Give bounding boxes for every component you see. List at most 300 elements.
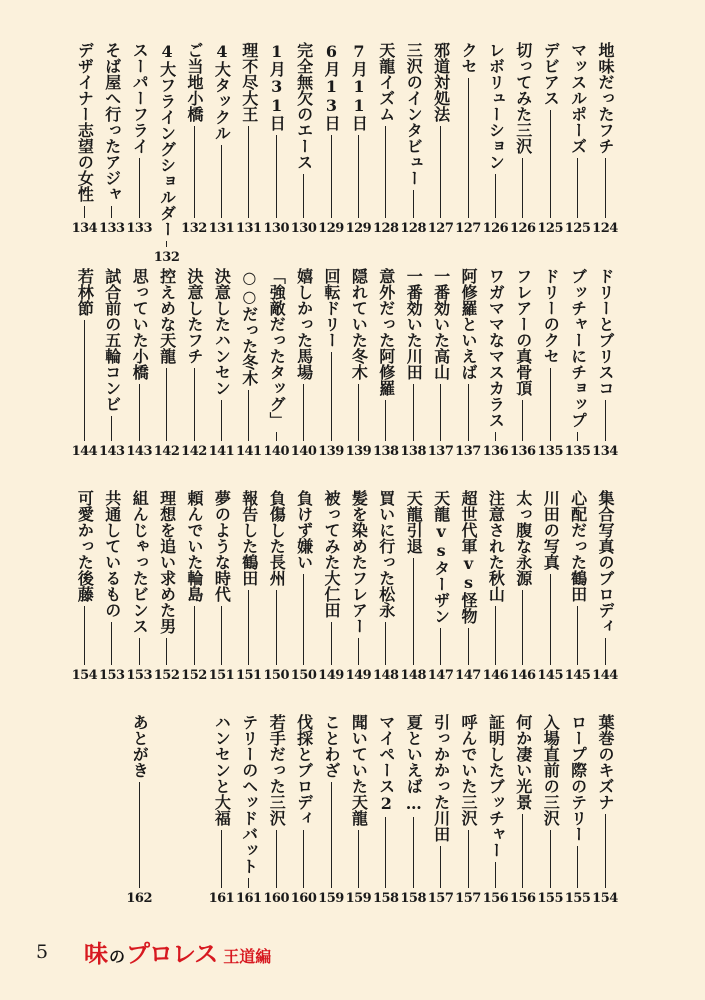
toc-leader-line bbox=[303, 384, 304, 441]
toc-leader-line bbox=[139, 384, 140, 441]
toc-entry bbox=[154, 490, 180, 683]
toc-entry-page: 138 bbox=[372, 444, 399, 459]
toc-entry-page: 126 bbox=[482, 221, 509, 236]
toc-entry bbox=[565, 42, 591, 236]
toc-leader-line bbox=[221, 145, 222, 218]
toc-entry-page: 137 bbox=[427, 444, 454, 459]
toc-entry-title: 夢のような時代 bbox=[212, 490, 232, 602]
toc-entry-title: 何か凄い光景 bbox=[513, 714, 533, 810]
toc-leader-line bbox=[468, 830, 469, 888]
toc-entry bbox=[482, 268, 508, 459]
toc-entry bbox=[455, 490, 481, 683]
toc-entry bbox=[537, 490, 563, 683]
toc-leader-line bbox=[166, 368, 167, 441]
toc-entry-title: 聞いていた天龍 bbox=[349, 714, 369, 826]
toc-entry-title: 葉巻のキズナ bbox=[596, 714, 615, 810]
toc-entry-title: 試合前の五輪コンビ bbox=[102, 268, 122, 412]
toc-entry-page: 132 bbox=[181, 221, 207, 236]
toc-entry-title: 川田の写真 bbox=[541, 490, 561, 570]
toc-entry-title: デビアス bbox=[541, 42, 561, 106]
toc-entry-page: 142 bbox=[153, 444, 180, 459]
toc-leader-line bbox=[139, 782, 140, 888]
toc-leader-line bbox=[84, 206, 85, 218]
toc-entry bbox=[236, 490, 262, 683]
toc-entry bbox=[236, 268, 262, 459]
toc-entry-title: ○○だった冬木 bbox=[239, 268, 259, 386]
toc-leader-line bbox=[194, 126, 195, 218]
toc-entry-page: 144 bbox=[592, 668, 618, 683]
toc-entry bbox=[455, 268, 481, 459]
toc-entry-page: 152 bbox=[181, 668, 207, 683]
toc-entry-title: レボリューション bbox=[486, 42, 506, 170]
toc-leader-line bbox=[248, 590, 249, 665]
toc-entry-page: 142 bbox=[181, 444, 207, 459]
logo-subtitle: 王道編 bbox=[223, 947, 272, 966]
toc-entry bbox=[537, 714, 563, 906]
toc-entry-page: 140 bbox=[290, 444, 317, 459]
toc-leader-line bbox=[166, 241, 167, 247]
toc-entry-page: 137 bbox=[455, 444, 481, 459]
toc-entry bbox=[537, 42, 563, 236]
toc-leader-line bbox=[276, 830, 277, 888]
toc-entry-page: 132 bbox=[153, 250, 180, 265]
toc-leader-line bbox=[495, 606, 496, 665]
toc-leader-line bbox=[385, 400, 386, 441]
toc-entry bbox=[99, 268, 125, 459]
toc-entry bbox=[428, 42, 454, 236]
toc-entry-page: 130 bbox=[263, 221, 289, 236]
toc-entry bbox=[291, 42, 317, 236]
toc-entry-page: 130 bbox=[290, 221, 317, 236]
toc-entry-title: 頼んでいた輪島 bbox=[185, 490, 204, 602]
toc-entry bbox=[126, 714, 152, 906]
toc-entry-page: 147 bbox=[427, 668, 454, 683]
toc-entry-title: 完全無欠のエース bbox=[294, 42, 314, 170]
toc-entry-title: 髪を染めたフレアー bbox=[349, 490, 369, 634]
toc-entry-page: 128 bbox=[400, 221, 426, 236]
toc-leader-line bbox=[495, 432, 496, 441]
toc-leader-line bbox=[358, 384, 359, 441]
toc-entry bbox=[208, 714, 234, 906]
toc-entry bbox=[565, 490, 591, 683]
toc-entry-title: 引っかかった川田 bbox=[431, 714, 451, 842]
toc-entry-title: 負けず嫌い bbox=[294, 490, 314, 570]
toc-entry bbox=[592, 714, 618, 906]
toc-entry-title: 回転ドリー bbox=[322, 268, 341, 348]
toc-entry bbox=[291, 714, 317, 906]
toc-entry bbox=[345, 714, 371, 906]
toc-entry-page: 152 bbox=[153, 668, 180, 683]
toc-entry-title: 報告した鶴田 bbox=[239, 490, 259, 586]
toc-entry-title: 買いに行った松永 bbox=[376, 490, 396, 618]
toc-leader-line bbox=[276, 432, 277, 441]
toc-entry-title: フレアーの真骨頂 bbox=[513, 268, 533, 396]
toc-entry-page: 144 bbox=[71, 444, 98, 459]
toc-entry-page: 125 bbox=[537, 221, 563, 236]
toc-leader-line bbox=[248, 878, 249, 888]
toc-entry bbox=[537, 268, 563, 459]
toc-entry bbox=[428, 714, 454, 906]
toc-entry-title: 理想を追い求めた男 bbox=[157, 490, 177, 634]
logo-aji: 味 bbox=[84, 940, 108, 968]
toc-entry-title: 若手だった三沢 bbox=[267, 714, 287, 826]
toc-entry-title: 負傷した長州 bbox=[267, 490, 287, 586]
toc-leader-line bbox=[248, 390, 249, 441]
toc-leader-line bbox=[495, 862, 496, 888]
toc-leader-line bbox=[303, 830, 304, 888]
toc-entry bbox=[373, 268, 399, 459]
toc-entry-title: 4大フライングショルダー bbox=[157, 42, 177, 237]
toc-leader-line bbox=[166, 638, 167, 665]
toc-entry bbox=[208, 490, 234, 683]
toc-entry bbox=[181, 490, 207, 683]
toc-entry-page: 135 bbox=[537, 444, 563, 459]
toc-entry-page: 160 bbox=[290, 891, 317, 906]
toc-entry bbox=[565, 268, 591, 459]
toc-leader-line bbox=[550, 830, 551, 888]
toc-leader-line bbox=[605, 400, 606, 441]
toc-leader-line bbox=[139, 158, 140, 218]
toc-entry bbox=[510, 490, 536, 683]
toc-leader-line bbox=[221, 830, 222, 888]
toc-leader-line bbox=[385, 622, 386, 665]
toc-leader-line bbox=[522, 400, 523, 441]
toc-leader-line bbox=[440, 628, 441, 665]
toc-leader-line bbox=[577, 158, 578, 218]
toc-leader-line bbox=[358, 638, 359, 665]
toc-entry bbox=[318, 490, 344, 683]
toc-entry-title: ドリーとブリスコ bbox=[596, 268, 615, 396]
toc-entry bbox=[482, 490, 508, 683]
toc-entry bbox=[428, 268, 454, 459]
toc-entry bbox=[291, 490, 317, 683]
toc-entry-page: 143 bbox=[126, 444, 152, 459]
toc-leader-line bbox=[111, 622, 112, 665]
toc-entry-page: 151 bbox=[235, 668, 262, 683]
toc-entry bbox=[400, 714, 426, 906]
toc-leader-line bbox=[495, 174, 496, 218]
toc-leader-line bbox=[468, 384, 469, 441]
toc-entry bbox=[263, 714, 289, 906]
toc-leader-line bbox=[522, 814, 523, 888]
toc-entry bbox=[263, 490, 289, 683]
toc-entry bbox=[428, 490, 454, 683]
toc-entry bbox=[318, 268, 344, 459]
toc-entry bbox=[208, 42, 234, 236]
toc-entry-title: 嬉しかった馬場 bbox=[294, 268, 314, 380]
toc-entry bbox=[455, 42, 481, 236]
toc-leader-line bbox=[577, 846, 578, 888]
logo-puroresu: プロレス bbox=[126, 940, 218, 968]
toc-entry-title: 決意したハンセン bbox=[212, 268, 232, 396]
toc-entry-title: 意外だった阿修羅 bbox=[376, 268, 396, 396]
toc-entry-title: 夏といえば… bbox=[404, 714, 424, 813]
toc-entry-title: そば屋へ行ったアジャ bbox=[102, 42, 122, 202]
toc-entry-title: 被ってみた大仁田 bbox=[322, 490, 341, 618]
toc-entry-page: 161 bbox=[208, 891, 235, 906]
toc-entry-page: 129 bbox=[318, 221, 344, 236]
toc-entry bbox=[345, 490, 371, 683]
toc-leader-line bbox=[413, 558, 414, 665]
toc-entry-title: 思っていた小橋 bbox=[130, 268, 150, 380]
toc-entry-page: 157 bbox=[455, 891, 481, 906]
toc-entry-page: 147 bbox=[455, 668, 481, 683]
toc-entry-page: 156 bbox=[482, 891, 509, 906]
toc-leader-line bbox=[468, 628, 469, 665]
toc-entry-title: 入場直前の三沢 bbox=[541, 714, 561, 826]
toc-leader-line bbox=[303, 174, 304, 218]
toc-entry-title: 理不尽大王 bbox=[239, 42, 259, 122]
toc-leader-line bbox=[413, 190, 414, 218]
toc-entry bbox=[236, 714, 262, 906]
toc-entry bbox=[126, 268, 152, 459]
toc-leader-line bbox=[303, 574, 304, 665]
toc-leader-line bbox=[440, 846, 441, 888]
toc-entry-title: ワガママなマスカラス bbox=[486, 268, 506, 428]
toc-entry-title: ご当地小橋 bbox=[185, 42, 204, 122]
toc-entry bbox=[181, 42, 207, 236]
toc-entry-page: 128 bbox=[372, 221, 399, 236]
toc-entry bbox=[318, 714, 344, 906]
toc-leader-line bbox=[550, 110, 551, 218]
toc-leader-line bbox=[577, 606, 578, 665]
toc-leader-line bbox=[522, 590, 523, 665]
toc-entry-title: デザイナー志望の女性 bbox=[75, 42, 95, 202]
toc-leader-line bbox=[84, 606, 85, 665]
toc-entry-title: 決意したフチ bbox=[185, 268, 204, 364]
toc-entry-title: 阿修羅といえば bbox=[459, 268, 478, 380]
toc-entry-title: 天龍vsターザン bbox=[431, 490, 451, 624]
toc-leader-line bbox=[111, 206, 112, 218]
toc-leader-line bbox=[413, 384, 414, 441]
toc-entry-title: ドリーのクセ bbox=[541, 268, 561, 364]
toc-entry-page: 127 bbox=[427, 221, 454, 236]
toc-entry-page: 124 bbox=[592, 221, 618, 236]
toc-entry-title: ロープ際のテリー bbox=[568, 714, 588, 842]
toc-entry bbox=[263, 268, 289, 459]
toc-entry-title: 共通しているもの bbox=[102, 490, 122, 618]
toc-entry-page: 155 bbox=[537, 891, 563, 906]
toc-entry-page: 149 bbox=[318, 668, 344, 683]
toc-entry bbox=[373, 42, 399, 236]
toc-entry-page: 149 bbox=[345, 668, 372, 683]
toc-entry-page: 127 bbox=[455, 221, 481, 236]
toc-entry-title: 6月13日 bbox=[322, 42, 341, 131]
toc-entry-title: スーパーフライ bbox=[130, 42, 150, 154]
toc-entry-title: ブッチャーにチョップ bbox=[568, 268, 588, 428]
toc-entry-title: テリーのヘッドバット bbox=[239, 714, 259, 874]
toc-leader-line bbox=[248, 126, 249, 218]
toc-entry-page: 160 bbox=[263, 891, 289, 906]
toc-entry-page: 131 bbox=[208, 221, 235, 236]
toc-entry-page: 141 bbox=[235, 444, 262, 459]
toc-entry-page: 143 bbox=[98, 444, 125, 459]
toc-entry bbox=[291, 268, 317, 459]
toc-entry-page: 154 bbox=[592, 891, 618, 906]
toc-entry-title: 天龍イズム bbox=[376, 42, 396, 122]
book-title-logo bbox=[84, 934, 271, 969]
toc-entry-page: 134 bbox=[71, 221, 98, 236]
toc-entry-page: 145 bbox=[537, 668, 563, 683]
toc-entry-title: 天龍引退 bbox=[404, 490, 424, 554]
page-number: 5 bbox=[36, 941, 49, 963]
toc-entry-page: 157 bbox=[427, 891, 454, 906]
toc-entry-page: 158 bbox=[400, 891, 426, 906]
toc-entry bbox=[263, 42, 289, 236]
toc-entry-page: 129 bbox=[345, 221, 372, 236]
toc-entry bbox=[510, 714, 536, 906]
toc-leader-line bbox=[522, 158, 523, 218]
toc-leader-line bbox=[276, 590, 277, 665]
toc-leader-line bbox=[550, 574, 551, 665]
toc-entry-page: 158 bbox=[372, 891, 399, 906]
logo-no: の bbox=[109, 947, 126, 966]
toc-entry bbox=[592, 268, 618, 459]
toc-leader-line bbox=[385, 817, 386, 888]
toc-entry bbox=[345, 268, 371, 459]
toc-entry-page: 159 bbox=[345, 891, 372, 906]
toc-entry-page: 161 bbox=[235, 891, 262, 906]
toc-leader-line bbox=[194, 606, 195, 665]
toc-leader-line bbox=[440, 126, 441, 218]
toc-leader-line bbox=[413, 817, 414, 888]
toc-entry bbox=[236, 42, 262, 236]
toc-entry-title: 若林節 bbox=[75, 268, 95, 316]
toc-leader-line bbox=[605, 158, 606, 218]
toc-entry-title: ことわざ bbox=[322, 714, 341, 778]
toc-entry bbox=[482, 42, 508, 236]
toc-entry bbox=[345, 42, 371, 236]
toc-entry-title: 可愛かった後藤 bbox=[75, 490, 95, 602]
toc-leader-line bbox=[358, 135, 359, 218]
toc-entry-page: 154 bbox=[71, 668, 98, 683]
toc-entry bbox=[373, 490, 399, 683]
toc-entry-title: 一番効いた川田 bbox=[404, 268, 424, 380]
toc-entry bbox=[400, 42, 426, 236]
toc-entry-page: 162 bbox=[126, 891, 152, 906]
toc-entry-page: 136 bbox=[509, 444, 536, 459]
toc-entry bbox=[455, 714, 481, 906]
toc-entry bbox=[373, 714, 399, 906]
toc-entry-page: 150 bbox=[263, 668, 289, 683]
toc-leader-line bbox=[331, 782, 332, 888]
toc-entry-title: 一番効いた高山 bbox=[431, 268, 451, 380]
toc-entry bbox=[592, 42, 618, 236]
toc-entry bbox=[565, 714, 591, 906]
toc-entry-page: 139 bbox=[345, 444, 372, 459]
toc-entry bbox=[99, 490, 125, 683]
toc-entry-title: あとがき bbox=[130, 714, 150, 778]
toc-leader-line bbox=[385, 126, 386, 218]
toc-entry-page: 136 bbox=[482, 444, 509, 459]
toc-entry-page: 151 bbox=[208, 668, 235, 683]
toc-entry-title: 7月11日 bbox=[349, 42, 369, 131]
toc-entry-title: クセ bbox=[459, 42, 478, 74]
toc-leader-line bbox=[605, 638, 606, 665]
toc-entry-page: 148 bbox=[400, 668, 426, 683]
toc-leader-line bbox=[358, 830, 359, 888]
toc-entry-title: 隠れていた冬木 bbox=[349, 268, 369, 380]
toc-entry-page: 138 bbox=[400, 444, 426, 459]
toc-entry bbox=[126, 490, 152, 683]
toc-leader-line bbox=[331, 352, 332, 441]
toc-leader-line bbox=[550, 368, 551, 441]
toc-leader-line bbox=[221, 400, 222, 441]
toc-entry-page: 156 bbox=[509, 891, 536, 906]
toc-entry-title: 組んじゃったビンス bbox=[130, 490, 150, 634]
toc-leader-line bbox=[221, 606, 222, 665]
toc-entry-page: 125 bbox=[564, 221, 591, 236]
toc-entry-title: 「強敵だったタッグ」 bbox=[267, 268, 287, 428]
toc-entry-page: 150 bbox=[290, 668, 317, 683]
toc-entry bbox=[126, 42, 152, 236]
toc-entry bbox=[71, 42, 97, 236]
toc-entry-page: 126 bbox=[509, 221, 536, 236]
toc-entry bbox=[181, 268, 207, 459]
toc-entry-page: 141 bbox=[208, 444, 235, 459]
toc-entry-title: 邪道対処法 bbox=[431, 42, 451, 122]
toc-leader-line bbox=[577, 432, 578, 441]
toc-entry-title: 集合写真のブロディ bbox=[596, 490, 615, 634]
toc-entry-title: 伐採とブロディ bbox=[294, 714, 314, 826]
toc-entry-page: 155 bbox=[564, 891, 591, 906]
toc-leader-line bbox=[331, 622, 332, 665]
toc-entry-title: 超世代軍vs怪物 bbox=[459, 490, 478, 624]
toc-entry-title: 4大タックル bbox=[212, 42, 232, 141]
toc-leader-line bbox=[331, 135, 332, 218]
toc-entry bbox=[99, 42, 125, 236]
toc-entry-page: 133 bbox=[126, 221, 152, 236]
toc-entry bbox=[510, 42, 536, 236]
toc-entry-page: 145 bbox=[564, 668, 591, 683]
toc-leader-line bbox=[84, 320, 85, 441]
toc-entry bbox=[592, 490, 618, 683]
toc-entry-page: 148 bbox=[372, 668, 399, 683]
toc-entry bbox=[154, 268, 180, 459]
toc-leader-line bbox=[440, 384, 441, 441]
toc-entry bbox=[71, 268, 97, 459]
toc-entry bbox=[71, 490, 97, 683]
toc-entry-title: 切ってみた三沢 bbox=[513, 42, 533, 154]
toc-entry-title: 1月31日 bbox=[267, 42, 287, 131]
toc-entry-title: 太っ腹な永源 bbox=[513, 490, 533, 586]
toc-entry-page: 134 bbox=[592, 444, 618, 459]
toc-entry-page: 146 bbox=[509, 668, 536, 683]
toc-entry-page: 146 bbox=[482, 668, 509, 683]
toc-entry-page: 139 bbox=[318, 444, 344, 459]
toc-entry-page: 133 bbox=[98, 221, 125, 236]
toc-entry bbox=[153, 42, 180, 265]
toc-entry-page: 153 bbox=[126, 668, 152, 683]
toc-entry-title: マイペース2 bbox=[376, 714, 396, 813]
toc-entry-page: 153 bbox=[98, 668, 125, 683]
toc-entry-title: 心配だった鶴田 bbox=[568, 490, 588, 602]
toc-entry-title: 三沢のインタビュー bbox=[404, 42, 424, 186]
toc-leader-line bbox=[194, 368, 195, 441]
toc-entry bbox=[208, 268, 234, 459]
toc-entry-page: 131 bbox=[235, 221, 262, 236]
toc-entry-page: 159 bbox=[318, 891, 344, 906]
toc-leader-line bbox=[111, 416, 112, 441]
toc-entry bbox=[318, 42, 344, 236]
toc-entry-title: 控えめな天龍 bbox=[157, 268, 177, 364]
toc-entry-title: ハンセンと大福 bbox=[212, 714, 232, 826]
toc-entry bbox=[510, 268, 536, 459]
toc-entry-title: マッスルポーズ bbox=[568, 42, 588, 154]
toc-entry-title: 注意された秋山 bbox=[486, 490, 506, 602]
toc-entry bbox=[400, 268, 426, 459]
toc-leader-line bbox=[468, 78, 469, 218]
